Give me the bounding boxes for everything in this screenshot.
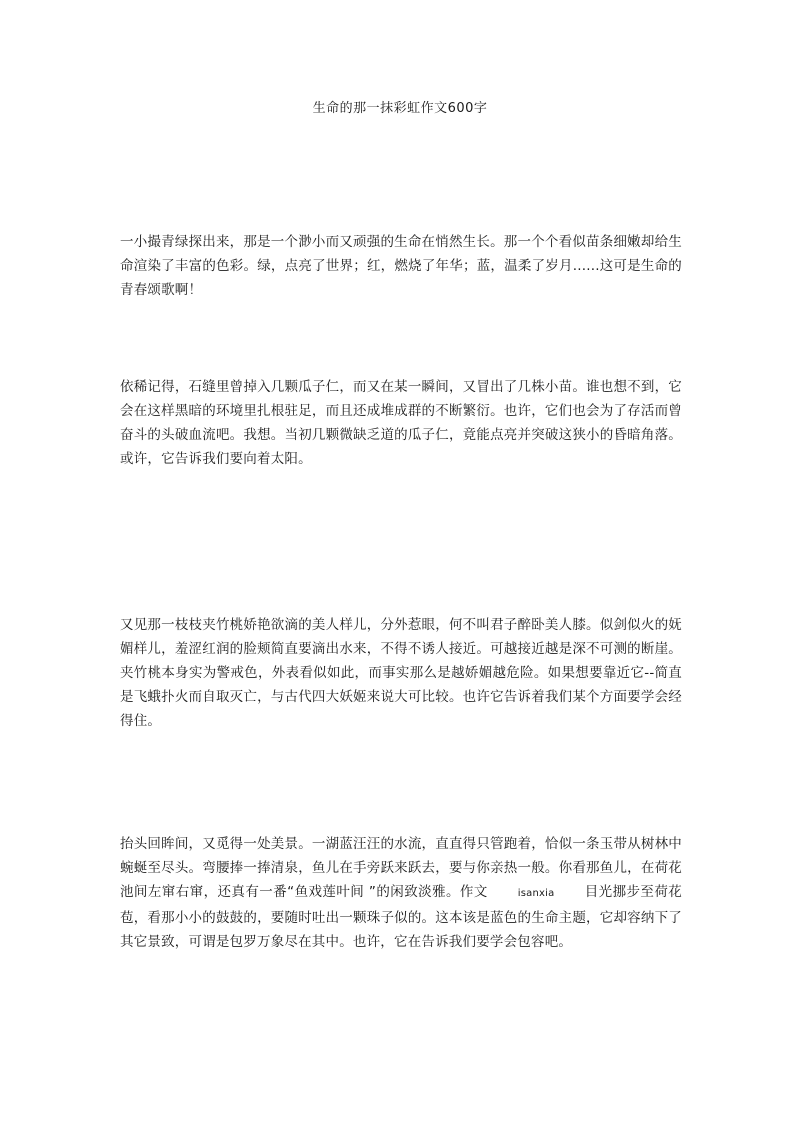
site-watermark-text: isanxia <box>517 888 555 899</box>
paragraph-4 <box>120 832 682 954</box>
paragraph-1: 一小撮青绿探出来，那是一个渺小而又顽强的生命在悄然生长。那一个个看似苗条细嫩却给生命渲染了丰富的色彩。绿，点亮了世界；红，燃烧了年华；蓝，温柔了岁月......这可是生命的青春颂歌啊！ <box>120 234 682 298</box>
paragraph-3: 又见那一枝枝夹竹桃娇艳欲滴的美人样儿，分外惹眼，何不叫君子醉卧美人膝。似剑似火的妩媚样儿，羞涩红润的脸颊简直要滴出水来，不得不诱人接近。可越接近越是深不可测的断崖。夹竹桃本身实为警戒色，外表看似如此，而事实那么是越娇媚越危险。如果想要靠近它--简直是飞蛾扑火而自取灭亡，与古代四大妖姬来说大可比较。也许它告诉着我们某个方面要学会经得住。 <box>120 617 682 729</box>
paragraph-4-text-before: 抬头回眸间，又觅得一处美景。一湖蓝汪汪的水流，直直得只管跑着，恰似一条玉带从树林中蜿蜒至尽头。弯腰捧一捧清泉，鱼儿在手旁跃来跃去，要与你亲热一般。你看那鱼儿，在荷花池间左窜右窜，还真有一番“鱼戏莲叶间 ”的闲致淡雅。作文 <box>120 836 682 900</box>
document-title: 生命的那一抹彩虹作文600字 <box>312 101 488 116</box>
paragraph-4-text-after: 目光挪步至荷花苞，看那小小的鼓鼓的，要随时吐出一颗珠子似的。这本该是蓝色的生命主题，它却容纳下了其它景致，可谓是包罗万象尽在其中。也许，它在告诉我们要学会包容吧。 <box>120 884 682 950</box>
paragraph-2: 依稀记得，石缝里曾掉入几颗瓜子仁，而又在某一瞬间，又冒出了几株小苗。谁也想不到，它会在这样黑暗的环境里扎根驻足，而且还成堆成群的不断繁衍。也许，它们也会为了存活而曾奋斗的头破血流吧。我想。当初几颗微缺乏道的瓜子仁，竟能点亮并突破这狭小的昏暗角落。或许，它告诉我们要向着太阳。 <box>120 379 682 467</box>
